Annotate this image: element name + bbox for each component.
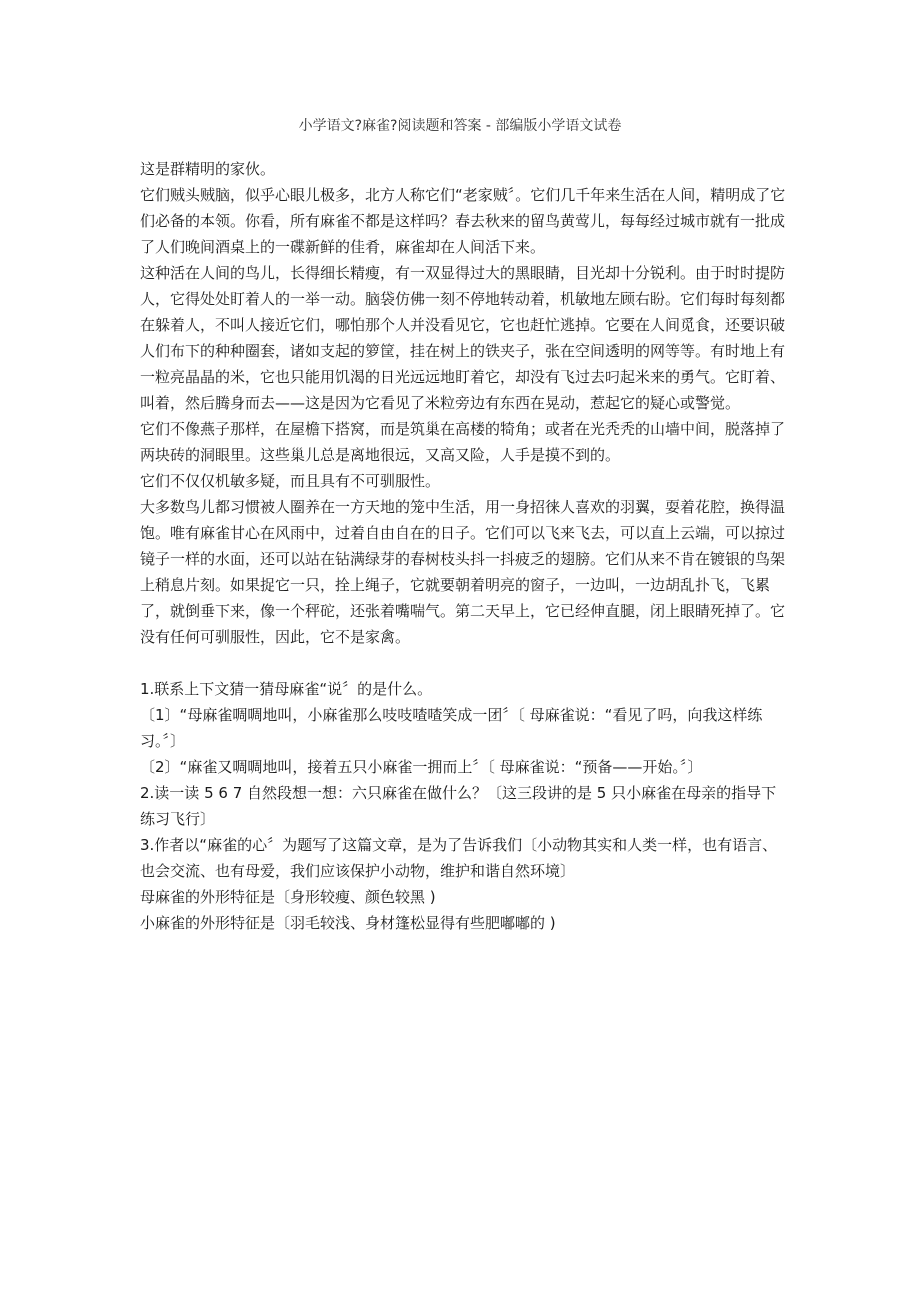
answer-baby-sparrow: 小麻雀的外形特征是〔羽毛较浅、身材篷松显得有些肥嘟嘟的 )	[140, 914, 556, 932]
question-1-sub-1: 〔1〕“母麻雀啁啁地叫，小麻雀那么吱吱喳喳笑成一团〞〔 母麻雀说：“看见了吗，向我这样练习。〞〕	[140, 706, 763, 750]
question-1-sub-2: 〔2〕“麻雀又啁啁地叫，接着五只小麻雀一拥而上〞〔 母麻雀说：“预备——开始。〞〕	[140, 758, 703, 776]
answer-mother-sparrow: 母麻雀的外形特征是〔身形较瘦、颜色较黑 )	[140, 888, 436, 906]
paragraph-3: 这种活在人间的鸟儿，长得细长精瘦，有一双显得过大的黑眼睛，目光却十分锐利。由于时时提防人，它得处处盯着人的一举一动。脑袋仿佛一刻不停地转动着，机敏地左顾右盼。它们每时每刻都在躲着人，不叫人接近它们，哪怕那个人并没看见它，它也赶忙逃掉。它要在人间觅食，还要识破人们布下的种种圈套，诸如支起的箩筐，挂在树上的铁夹子，张在空间透明的网等等。有时地上有一粒亮晶晶的米，它也只能用饥渴的日光远远地盯着它，却没有飞过去叼起米来的勇气。它盯着、叫着，然后腾身而去——这是因为它看见了米粒旁边有东西在晃动，惹起它的疑心或警觉。	[140, 264, 786, 412]
paragraph-6: 大多数鸟儿都习惯被人圈养在一方天地的笼中生活，用一身招徕人喜欢的羽翼，耍着花腔，换得温饱。唯有麻雀甘心在风雨中，过着自由自在的日子。它们可以飞来飞去，可以直上云端，可以掠过镜子一样的水面，还可以站在钻满绿芽的春树枝头抖一抖疲乏的翅膀。它们从来不肯在镀银的鸟架上稍息片刻。如果捉它一只，拴上绳子，它就要朝着明亮的窗子，一边叫，一边胡乱扑飞，飞累了，就倒垂下来，像一个秤砣，还张着嘴喘气。第二天早上，它已经伸直腿，闭上眼睛死掉了。它没有任何可驯服性，因此，它不是家禽。	[140, 498, 786, 646]
paragraph-4: 它们不像燕子那样，在屋檐下搭窝，而是筑巢在高楼的犄角；或者在光秃秃的山墙中间，脱落掉了两块砖的洞眼里。这些巢儿总是离地很远，又高又险，人手是摸不到的。	[140, 420, 786, 464]
question-2: 2.读一读 5 6 7 自然段想一想：六只麻雀在做什么？〔这三段讲的是 5 只小麻雀在母亲的指导下练习飞行〕	[140, 784, 777, 828]
paragraph-5: 它们不仅仅机敏多疑，而且具有不可驯服性。	[140, 472, 441, 490]
document-title: 小学语文?麻雀?阅读题和答案 - 部编版小学语文试卷	[298, 118, 622, 134]
question-1: 1.联系上下文猜一猜母麻雀“说〞的是什么。	[140, 680, 433, 698]
question-3: 3.作者以“麻雀的心〞为题写了这篇文章，是为了告诉我们〔小动物其实和人类一样，也有语言、也会交流、也有母爱，我们应该保护小动物，维护和谐自然环境〕	[140, 836, 778, 880]
paragraph-2: 它们贼头贼脑，似乎心眼儿极多，北方人称它们“老家贼〞。它们几千年来生活在人间，精明成了它们必备的本领。你看，所有麻雀不都是这样吗？春去秋来的留鸟黄莺儿，每每经过城市就有一批成了人们晚间酒桌上的一碟新鲜的佳肴，麻雀却在人间活下来。	[140, 186, 786, 256]
paragraph-1: 这是群精明的家伙。	[140, 160, 276, 178]
document-body	[140, 156, 790, 936]
section-spacer	[140, 650, 790, 676]
